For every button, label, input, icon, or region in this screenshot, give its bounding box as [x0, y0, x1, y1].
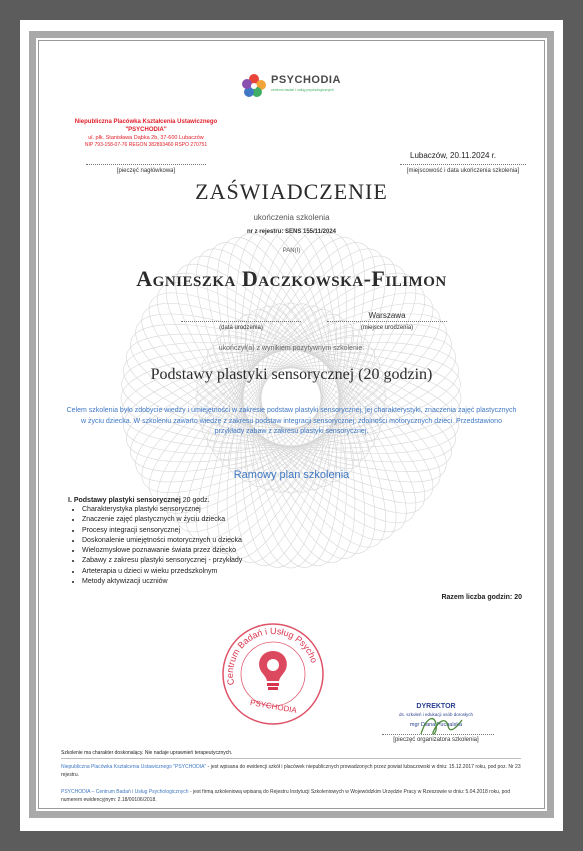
completed-line: ukończył(a) z wynikiem pozytywnym szkolenie: [218, 345, 365, 352]
director-name: mgr Diana Puchalska [409, 722, 463, 728]
guilloche-petal [124, 261, 458, 535]
round-stamp [220, 621, 326, 727]
header-stamp [56, 118, 236, 149]
certificate-title: ZAŚWIADCZENIE [195, 179, 388, 204]
footer-text-company: - jest firmą szkoleniową wpisaną do Rejestru Instytucji Szkoleniowych w Wojewódzkim Urzędzie Pracy w Rzeszowie w dniu: 5.04.2018 roku, pod numerem ewidencyjnym: 2.18/00106/2018. [61, 789, 510, 803]
topic-item: • Znaczenie zajęć plastycznych w życiu dziecka [82, 515, 402, 525]
birth-place-caption: (miejsce urodzenia) [360, 325, 414, 331]
birth-place: Warszawa [368, 311, 406, 320]
course-title: Podstawy plastyki sensorycznej (20 godzin) [150, 366, 433, 383]
psychodia-logo [241, 71, 361, 105]
stamp-name: PSYCHODIA [249, 698, 298, 716]
plan-section-hours: 20 godz. [180, 497, 210, 504]
topic-item: • Wielozmysłowe poznawanie świata przez dziecko [82, 546, 402, 556]
topic-item: • Metody aktywizacji uczniów [82, 577, 402, 587]
guilloche-inner-petal [261, 303, 321, 493]
place-date: Lubaczów, 20.11.2024 r. [410, 151, 497, 160]
director-title: DYREKTOR [416, 703, 456, 710]
header-stamp-line [86, 164, 206, 165]
birth-date-line [181, 321, 301, 322]
logo-tagline: centrum badań i usług psychologicznych [271, 88, 334, 92]
guilloche-petal [117, 335, 464, 460]
stamp-arc-text: Centrum Badań i Usług Psychologicznych [224, 625, 320, 686]
footer-register-company [61, 788, 523, 804]
plan-section [68, 497, 368, 504]
place-date-caption: [miejscowość i data ukończenia szkolenia] [406, 168, 520, 174]
outer-frame [29, 31, 554, 818]
director-caption: [pieczęć organizatora szkolenia] [393, 737, 479, 743]
topic-item: • Procesy integracji sensorycznej [82, 526, 402, 536]
stamp-line-1: Niepubliczna Placówka Kształcenia Ustawicznego [74, 119, 218, 125]
course-description: Celem szkolenia było zdobycie wiedzy i umiejętności w zakresie podstaw plastyki sensorycznej, jej charakterystyki, znaczenia zajęć plastycznych w życiu dziecka. W szkoleniu zawarto wiedzę z zakresu podstaw integracji sensorycznej, zdolności motorycznych dzieci. Przedstawiono przykłady zabaw z zakresu plastyki sensorycznej. [66, 407, 517, 435]
register-number: nr z rejestru: SENS 155/11/2024 [246, 229, 337, 235]
certificate-subtitle: ukończenia szkolenia [253, 213, 330, 222]
plan-section-title: I. Podstawy plastyki sensorycznej [68, 497, 181, 504]
total-hours: Razem liczba godzin: 20 [441, 594, 522, 601]
header-stamp-caption: [pieczęć nagłówkowa] [116, 168, 176, 174]
topic-item: • Doskonalenie umiejętności motorycznych u dziecka [82, 536, 402, 546]
logo-flower-icon [241, 73, 267, 99]
stamp-line-2: "PSYCHODIA" [125, 127, 167, 133]
certificate-content [36, 38, 547, 811]
person-name: Agnieszka Daczkowska-Filimon [136, 266, 447, 291]
certificate-page [20, 20, 563, 831]
pan-label: PAN(I) [282, 248, 301, 254]
footer-note: Szkolenie ma charakter doskonalący. Nie nadaje uprawnień terapeutycznych. [61, 750, 233, 756]
guilloche-petal [117, 335, 464, 460]
stamp-line-4: NIP 793-158-07-76 REGON 382893460 RSPO 270751 [84, 142, 208, 148]
guilloche-inner-petal [203, 310, 380, 487]
footer-divider [61, 758, 521, 759]
birth-date-caption: (data urodzenia) [219, 325, 263, 331]
topics-list [68, 505, 402, 587]
guilloche-petal [124, 261, 458, 535]
place-date-line [400, 164, 526, 165]
logo-name: PSYCHODIA [271, 74, 341, 86]
footer-register-school [61, 763, 523, 779]
birth-place-line [327, 321, 447, 322]
topic-item: • Zabawy z zakresu plastyki sensorycznej - przykłady [82, 556, 402, 566]
footer-link-school: Niepubliczna Placówka Kształcenia Ustawicznego "PSYCHODIA" [61, 764, 207, 770]
topic-item: • Charakterystyka plastyki sensorycznej [82, 505, 402, 515]
lightbulb-icon [259, 651, 287, 690]
inner-frame [36, 38, 547, 811]
plan-title: Ramowy plan szkolenia [233, 469, 350, 481]
director-subtitle: ds. szkoleń i edukacji osób dorosłych [398, 712, 474, 717]
birth-date [181, 310, 301, 320]
stamp-line-3: ul. płk. Stanisława Dąbka 2b, 37-600 Lubaczów [88, 135, 204, 141]
guilloche-inner-petal [203, 310, 380, 487]
footer-text-school: - jest wpisana do ewidencji szkół i placówek niepublicznych prowadzonych przez powiat lubaczowski w dniu: 15.12.2017 roku, pod poz. Nr 23 rejestru. [61, 764, 521, 778]
topic-item: • Arteterapia u dzieci w wieku przedszkolnym [82, 567, 402, 577]
director-line [382, 734, 494, 735]
footer-link-company: PSYCHODIA – Centrum Badań i Usług Psychologicznych [61, 789, 189, 795]
